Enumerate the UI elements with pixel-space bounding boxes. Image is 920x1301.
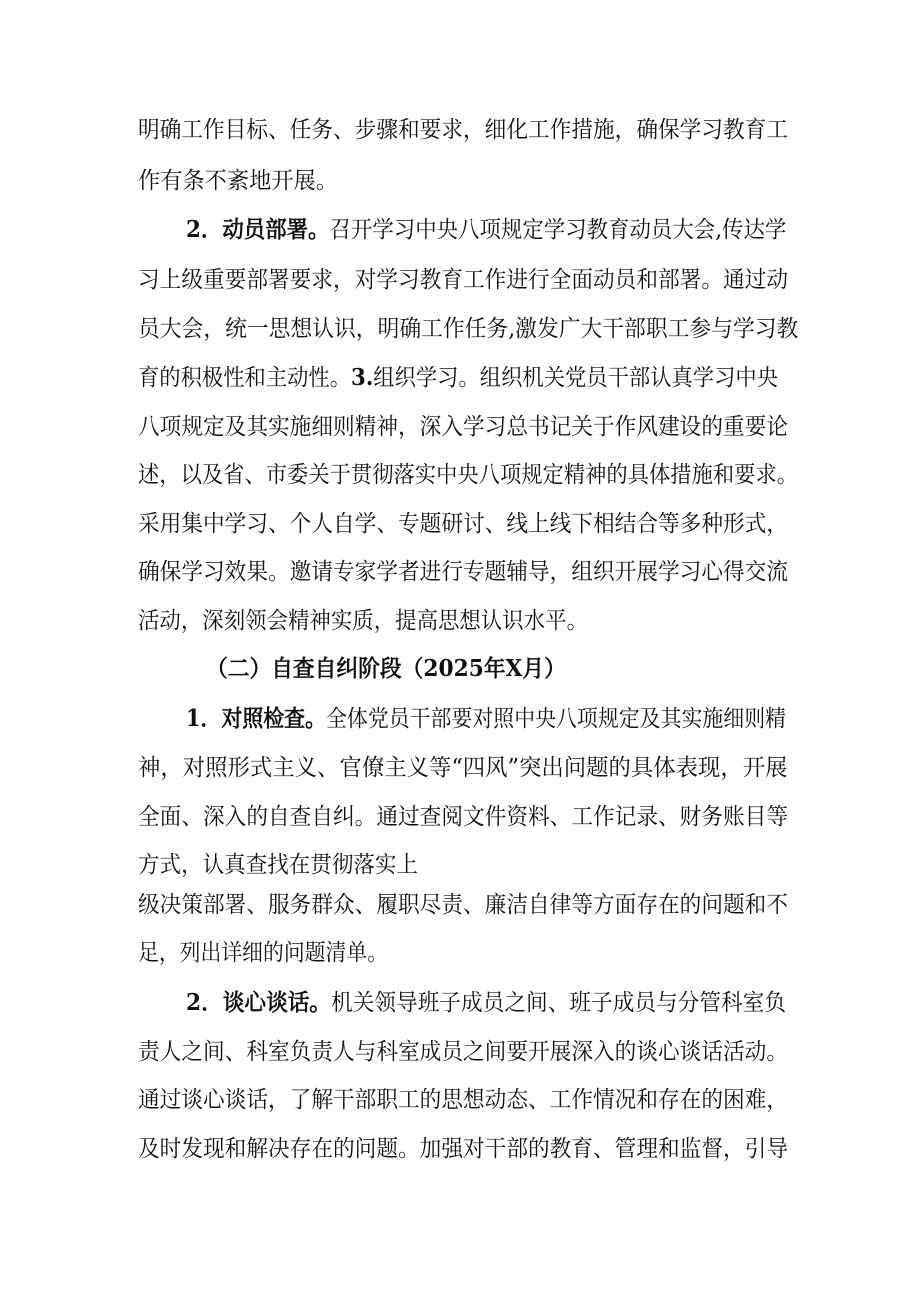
text-run: 级决策部署、服务群众、履职尽责、廉洁自律等方面存在的问题和不 [138, 892, 788, 918]
para-line [138, 412, 788, 442]
para-line [138, 509, 788, 539]
para-line [138, 802, 788, 832]
para-line [138, 557, 788, 587]
text-run: 神，对照形式主义、官僚主义等“四风”突出问题的具体表现，开展 [138, 755, 788, 781]
text-run: 通过谈心谈话，了解干部职工的思想动态、工作情况和存在的困难， [138, 1087, 788, 1113]
bold-run: （二）自查自纠阶段（2025年X月） [206, 655, 566, 682]
text-run: 全体党员干部要对照中央八项规定及其实施细则精 [326, 706, 787, 732]
text-run: 机关领导班子成员之间、班子成员与分管科室负 [331, 990, 787, 1016]
item-2-talk-line [186, 988, 786, 1018]
text-run: 组织学习。组织机关党员干部认真学习中央 [373, 365, 779, 391]
text-run: 责人之间、科室负责人与科室成员之间要开展深入的谈心谈话活动。 [138, 1039, 788, 1065]
text-run: 作有条不紊地开展。 [138, 168, 339, 194]
para-line [138, 265, 788, 295]
para-line [138, 115, 788, 145]
text-run: 方式，认真查找在贯彻落实上 [138, 852, 419, 878]
text-run: 习上级重要部署要求，对学习教育工作进行全面动员和部署。通过动 [138, 267, 788, 293]
para-line [138, 460, 798, 490]
para-line [138, 166, 338, 196]
para-line [138, 1134, 788, 1164]
text-run: 育的积极性和主动性。 [138, 365, 352, 391]
para-line [138, 890, 788, 920]
text-run: 员大会，统一思想认识，明确工作任务,激发广大干部职工参与学习教 [138, 316, 799, 342]
bold-run: 3. [351, 364, 374, 391]
para-line [138, 314, 798, 344]
text-run: 确保学习效果。邀请专家学者进行专题辅导，组织开展学习心得交流 [138, 559, 788, 585]
text-run: 明确工作目标、任务、步骤和要求，细化工作措施，确保学习教育工 [138, 117, 788, 143]
item-1-line [186, 704, 786, 734]
bold-run: 2．动员部署。 [186, 216, 330, 243]
para-line [138, 363, 778, 393]
para-line [138, 1085, 788, 1115]
text-run: 活动，深刻领会精神实质，提高思想认识水平。 [138, 608, 589, 634]
para-line [138, 753, 788, 783]
text-run: 全面、深入的自查自纠。通过查阅文件资料、工作记录、财务账目等 [138, 804, 788, 830]
text-run: 召开学习中央八项规定学习教育动员大会,传达学 [329, 217, 787, 243]
bold-run: 2．谈心谈话。 [186, 989, 332, 1016]
para-line [138, 1037, 788, 1067]
text-run: 八项规定及其实施细则精神，深入学习总书记关于作风建设的重要论 [138, 414, 788, 440]
text-run: 采用集中学习、个人自学、专题研讨、线上线下相结合等多种形式， [138, 511, 788, 537]
item-2-line [186, 215, 786, 245]
bold-run: 1．对照检查。 [186, 705, 327, 732]
text-run: 足，列出详细的问题清单。 [138, 940, 389, 966]
para-line [138, 938, 388, 968]
text-run: 及时发现和解决存在的问题。加强对干部的教育、管理和监督，引导 [138, 1136, 788, 1162]
text-run: 述，以及省、市委关于贯彻落实中央八项规定精神的具体措施和要求。 [138, 462, 799, 488]
para-line [138, 606, 588, 636]
section-heading [206, 654, 566, 684]
para-line [138, 850, 418, 880]
